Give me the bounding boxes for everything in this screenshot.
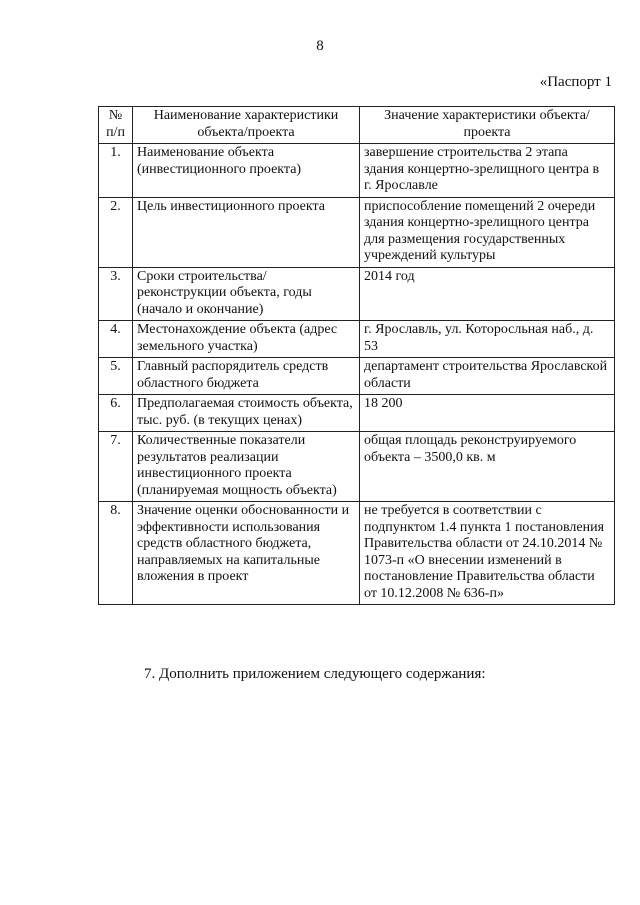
passport-table bbox=[98, 106, 615, 605]
row-value: департамент строительства Ярославской области bbox=[360, 358, 615, 395]
row-name: Сроки строительства/ реконструкции объекта, годы (начало и окончание) bbox=[133, 267, 360, 321]
row-name: Значение оценки обоснованности и эффективности использования средств областного бюджета, направляемых на капитальные вложения в проект bbox=[133, 502, 360, 605]
row-num: 4. bbox=[99, 321, 133, 358]
row-name: Главный распорядитель средств областного бюджета bbox=[133, 358, 360, 395]
table-row bbox=[99, 502, 615, 605]
row-num: 8. bbox=[99, 502, 133, 605]
row-num: 6. bbox=[99, 395, 133, 432]
row-num: 7. bbox=[99, 432, 133, 502]
page-number: 8 bbox=[316, 38, 324, 54]
row-num: 3. bbox=[99, 267, 133, 321]
row-name: Местонахождение объекта (адрес земельного участка) bbox=[133, 321, 360, 358]
header-name: Наименование характеристики объекта/проекта bbox=[133, 107, 360, 144]
table-row bbox=[99, 432, 615, 502]
row-name: Количественные показатели результатов реализации инвестиционного проекта (планируемая мощность объекта) bbox=[133, 432, 360, 502]
row-value: 2014 год bbox=[360, 267, 615, 321]
row-value: не требуется в соответствии с подпунктом 1.4 пункта 1 постановления Правительства области от 24.10.2014 № 1073-п «О внесении изменений в постановление Правительства области от 10.12.2008 № 636-п» bbox=[360, 502, 615, 605]
row-name: Цель инвестиционного проекта bbox=[133, 197, 360, 267]
row-value: г. Ярославль, ул. Которосльная наб., д. 53 bbox=[360, 321, 615, 358]
row-num: 1. bbox=[99, 144, 133, 198]
row-name: Наименование объекта (инвестиционного проекта) bbox=[133, 144, 360, 198]
table-row bbox=[99, 144, 615, 198]
row-value: завершение строительства 2 этапа здания концертно-зрелищного центра в г. Ярославле bbox=[360, 144, 615, 198]
footer-text: 7. Дополнить приложением следующего содержания: bbox=[144, 666, 486, 682]
row-value: приспособление помещений 2 очереди здания концертно-зрелищного центра для размещения государственных учреждений культуры bbox=[360, 197, 615, 267]
row-name: Предполагаемая стоимость объекта, тыс. руб. (в текущих ценах) bbox=[133, 395, 360, 432]
table-row bbox=[99, 197, 615, 267]
table-header-row bbox=[99, 107, 615, 144]
row-value: общая площадь реконструируемого объекта – 3500,0 кв. м bbox=[360, 432, 615, 502]
row-num: 5. bbox=[99, 358, 133, 395]
row-num: 2. bbox=[99, 197, 133, 267]
row-value: 18 200 bbox=[360, 395, 615, 432]
passport-label: «Паспорт 1 bbox=[539, 74, 612, 90]
table-row bbox=[99, 267, 615, 321]
table-row bbox=[99, 321, 615, 358]
table-row bbox=[99, 395, 615, 432]
header-num: № п/п bbox=[99, 107, 133, 144]
table-row bbox=[99, 358, 615, 395]
header-value: Значение характеристики объекта/проекта bbox=[360, 107, 615, 144]
